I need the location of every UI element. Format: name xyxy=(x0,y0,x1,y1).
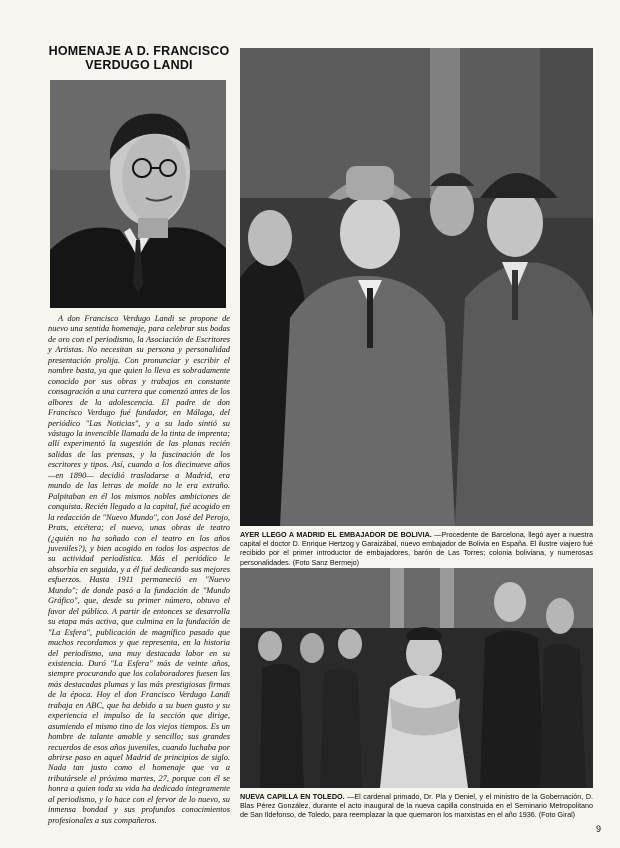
article-body xyxy=(48,314,230,826)
caption-ambassador-body: —Procedente de Barcelona, llegó ayer a nuestra capital el doctor D. Enrique Hertzog y Garaizábal, nuevo embajador de Bolivia en España. El ilustre viajero fué recibido por el primer introductor de embajadores, barón de Las Torres; colonia boliviana, y numerosas personalidades. (Foto Sanz Bermejo) xyxy=(240,530,593,567)
photo-toledo-chapel xyxy=(240,568,593,788)
portrait-photo xyxy=(50,80,226,308)
article-text: A don Francisco Verdugo Landi se propone de nuevo una sentida homenaje, para celebrar sus bodas de oro con el periodismo, la Asociación de Escritores y Artistas. No necesitan su persona y personalidad presentación prolija. Con pronunciar y escribir el nombre basta, ya que quien lo lleva es sobradamente conocido por sus obras y trabajos en constante consagración a una carrera que comenzó antes de los albores de la adolescencia. El padre de don Francisco Verdugo fué fundador, en Málaga, del periódico "Las Noticias", y a su lado sintió su vástago la invencible llamada de la tinta de imprenta; allí experimentó la sugestión de las planas recién salidas de las prensas, y la fascinación de los escritores y tipos. Así, cuando a los diecinueve años —en 1890— decidió trasladarse a Madrid, era mundo de las letras de molde no le era extraño. Palpitaban en él los mismos nobles ambiciones de conquista. Recién llegado a la capital, fué acogido en la redacción de "Nuevo Mundo", con José del Perojo, Prats, etcétera; el nuevo, unas obras de teatro (¿quién no ha soñado con el teatro en los años juveniles?), y bien acogido en todos los aspectos de su actividad periodística. Más el periódico le absorbía en seguida, y a él fué dedicando sus mejores esfuerzos. Hasta 1911 permaneció en "Nuevo Mundo"; de donde pasó a la fundación de "Mundo Gráfico", que, desde su primer número, obtuvo el favor del público. A partir de entonces se desarrolla su etapa más activa, que culmina en la fundación de "La Esfera", publicación de magnífico pasado que muchos recordamos y que representa, en la historia del periodismo, una muy destacada labor en su existencia. Duró "La Esfera" más de veinte años, siempre procurando que los colaboradores fuesen las más destacadas plumas y las más prestigiosas firmas de la época. Hoy el don Francisco Verdugo Landi trabaja en ABC, que ha debido a su buen gusto y su experiencia el impulso de la sección que dirige, asumiendo el mismo tino de los viejos tiempos. Es un hombre de talante amable y sencillo; sus grandes recuerdos de esos años juveniles, cuando luchaba por abrirse paso en aquel Madrid de principios de siglo. Nada tan justo como el homenaje que va a tributársele el próximo martes, 27, porque con él se honra a quien toda su vida ha dedicado íntegramente al periodismo, y lo hace con el fervor de lo nuevo, su inmensa bondad y sus profundos conocimientos profesionales a sus compañeros. xyxy=(48,314,230,825)
caption-toledo xyxy=(240,792,593,820)
page-number: 9 xyxy=(596,824,602,834)
left-column xyxy=(48,44,230,825)
headline-line-1: HOMENAJE A D. FRANCISCO xyxy=(48,44,230,58)
group-photo-illustration xyxy=(240,48,593,526)
caption-toledo-lead: NUEVA CAPILLA EN TOLEDO. xyxy=(240,792,345,801)
portrait-illustration xyxy=(50,80,226,308)
headline-line-2: VERDUGO LANDI xyxy=(85,58,193,72)
caption-ambassador xyxy=(240,530,593,567)
caption-toledo-body: —El cardenal primado, Dr. Pla y Deniel, y el ministro de la Gobernación, D. Blas Pérez González, durante el acto inaugural de la nueva capilla construida en el Seminario Metropolitano de San Ildefonso, de Toledo, para reemplazar la que quemaron los marxistas en el año 1936. (Foto Giral) xyxy=(240,792,594,820)
headline xyxy=(48,44,230,72)
photo-ambassador-arrival xyxy=(240,48,593,526)
caption-ambassador-lead: AYER LLEGO A MADRID EL EMBAJADOR DE BOLIVIA. xyxy=(240,530,432,539)
ceremony-photo-illustration xyxy=(240,568,593,788)
